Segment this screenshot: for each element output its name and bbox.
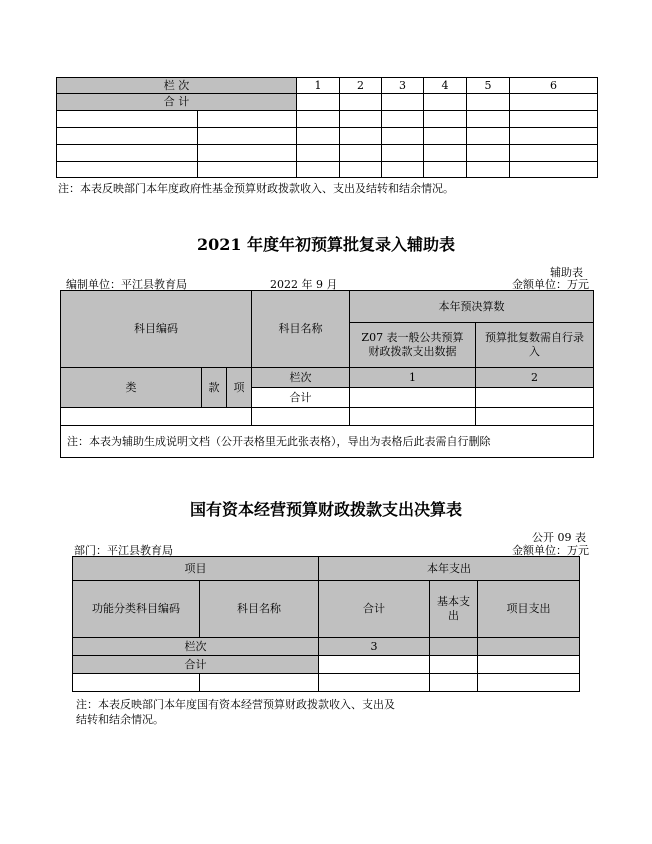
state-capital-expense-table [72, 556, 580, 692]
col-number-1: 1 [297, 78, 340, 94]
table2-note: 注：本表为辅助生成说明文档（公开表格里无此张表格），导出为表格后此表需自行删除 [61, 426, 594, 458]
col-header-name: 科目名称 [252, 291, 350, 368]
compiler-unit: 编制单位：平江县教育局 [66, 278, 187, 291]
table-row [57, 162, 598, 178]
col-header-code: 科目编码 [61, 291, 252, 368]
col-number-6: 6 [510, 78, 598, 94]
cell [297, 94, 340, 111]
lanci-num-1: 1 [350, 368, 476, 388]
col-header-project-exp: 项目支出 [478, 581, 580, 638]
dept-label: 部门：平江县教育局 [74, 544, 173, 557]
col-number-2: 2 [340, 78, 382, 94]
col-header-year-expense: 本年支出 [319, 557, 580, 581]
col-header-manual: 预算批复数需自行录入 [476, 323, 594, 368]
table-row [57, 145, 598, 162]
col-header-budget: 本年预决算数 [350, 291, 594, 323]
col-number-4: 4 [424, 78, 467, 94]
row-lanci: 栏次 [73, 638, 319, 656]
col-number-3: 3 [382, 78, 424, 94]
table-row [57, 111, 598, 128]
row-total: 合计 [252, 388, 350, 408]
sub-header-lei: 类 [61, 368, 202, 408]
col-header-basic: 基本支出 [430, 581, 478, 638]
sub-header-kuan: 款 [202, 368, 227, 408]
page-title-state-capital: 国有资本经营预算财政拨款支出决算表 [189, 500, 462, 519]
col-header-func-code: 功能分类科目编码 [73, 581, 200, 638]
row-total: 合计 [73, 656, 319, 674]
form-label-09: 公开 09 表 [532, 531, 586, 544]
lanci-num-2: 2 [476, 368, 594, 388]
table-row [61, 408, 594, 426]
cell [382, 94, 424, 111]
table3-note-line2: 结转和结余情况。 [76, 713, 164, 726]
currency-unit-3: 金额单位：万元 [512, 544, 589, 557]
col-header-subject-name: 科目名称 [200, 581, 319, 638]
cell [467, 94, 510, 111]
sub-header-xiang: 项 [227, 368, 252, 408]
page-title-budget-aux: 2021 年度年初预算批复录入辅助表 [196, 235, 456, 254]
currency-unit: 金额单位：万元 [512, 278, 589, 291]
budget-aux-table [60, 290, 594, 458]
report-date: 2022 年 9 月 [270, 278, 338, 291]
table-row [57, 128, 598, 145]
form-label: 辅助表 [550, 266, 583, 279]
header-lanci: 栏 次 [57, 78, 297, 94]
cell [510, 94, 598, 111]
fund-summary-table [56, 77, 598, 178]
cell [424, 94, 467, 111]
cell [340, 94, 382, 111]
col-header-project: 项目 [73, 557, 319, 581]
col-header-z07: Z07 表一般公共预算财政拨款支出数据 [350, 323, 476, 368]
col-header-total: 合计 [319, 581, 430, 638]
col-number-5: 5 [467, 78, 510, 94]
table3-note-line1: 注：本表反映部门本年度国有资本经营预算财政拨款收入、支出及 [76, 698, 395, 711]
table1-note: 注：本表反映部门本年度政府性基金预算财政拨款收入、支出及结转和结余情况。 [58, 182, 454, 195]
lanci-num-3: 3 [319, 638, 430, 656]
table-row [73, 674, 580, 692]
row-lanci: 栏次 [252, 368, 350, 388]
total-row-label: 合 计 [57, 94, 297, 111]
